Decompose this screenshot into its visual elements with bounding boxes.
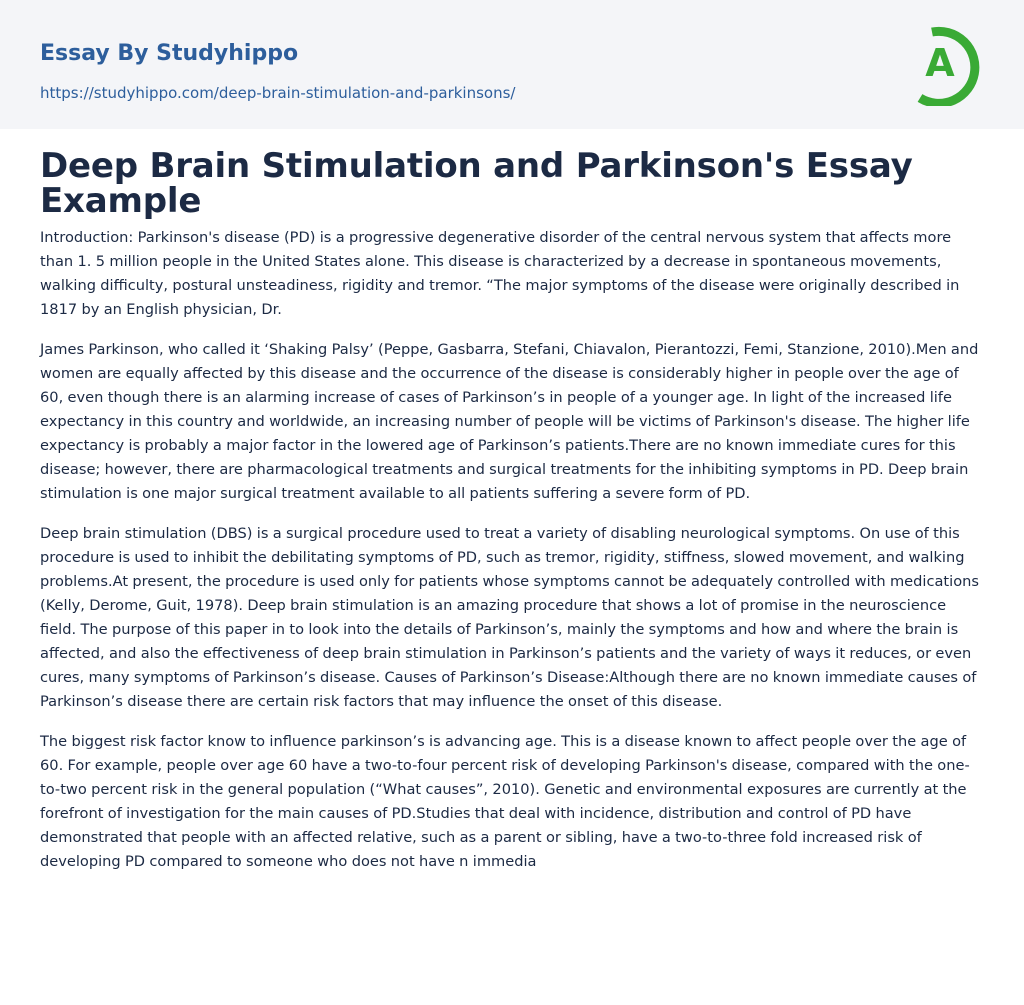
essay-paragraph: Introduction: Parkinson's disease (PD) is a progressive degenerative disorder of the central nervous system that affects more than 1. 5 million people in the United States alone. This disease is characterized by a decrease in spontaneous movements, walking difficulty, postural unsteadiness, rigidity and tremor. “The major symptoms of the disease were originally described in 1817 by an English physician, Dr.: [40, 229, 960, 318]
page-header: [0, 0, 1024, 129]
logo-letter: A: [925, 41, 955, 85]
essay-paragraph: The biggest risk factor know to influence parkinson’s is advancing age. This is a disease known to affect people over the age of 60. For example, people over age 60 have a two-to-four percent risk of developing Parkinson's disease, compared with the one-to-two percent risk in the general population (“What causes”, 2010). Genetic and environmental exposures are currently at the forefront of investigation for the main causes of PD.Studies that deal with incidence, distribution and control of PD have demonstrated that people with an affected relative, such as a parent or sibling, have a two-to-three fold increased risk of developing PD compared to someone who does not have n immedia: [40, 733, 970, 870]
site-brand[interactable]: Essay By Studyhippo: [40, 41, 299, 66]
essay-paragraph: James Parkinson, who called it ‘Shaking Palsy’ (Peppe, Gasbarra, Stefani, Chiavalon, Pierantozzi, Femi, Stanzione, 2010).Men and women are equally affected by this disease and the occurrence of the disease is considerably higher in people over the age of 60, even though there is an alarming increase of cases of Parkinson’s in people of a younger age. In light of the increased life expectancy in this country and worldwide, an increasing number of people will be victims of Parkinson's disease. The higher life expectancy is probably a major factor in the lowered age of Parkinson’s patients.There are no known immediate cures for this disease; however, there are pharmacological treatments and surgical treatments for the inhibiting symptoms in PD. Deep brain stimulation is one major surgical treatment available to all patients suffering a severe form of PD.: [40, 341, 979, 502]
studyhippo-logo-icon[interactable]: [910, 18, 988, 106]
essay-title: Deep Brain Stimulation and Parkinson's Essay Example: [40, 146, 913, 221]
source-url-link[interactable]: https://studyhippo.com/deep-brain-stimulation-and-parkinsons/: [40, 84, 516, 102]
essay-paragraph: Deep brain stimulation (DBS) is a surgical procedure used to treat a variety of disabling neurological symptoms. On use of this procedure is used to inhibit the debilitating symptoms of PD, such as tremor, rigidity, stiffness, slowed movement, and walking problems.At present, the procedure is used only for patients whose symptoms cannot be adequately controlled with medications (Kelly, Derome, Guit, 1978). Deep brain stimulation is an amazing procedure that shows a lot of promise in the neuroscience field. The purpose of this paper in to look into the details of Parkinson’s, mainly the symptoms and how and where the brain is affected, and also the effectiveness of deep brain stimulation in Parkinson’s patients and the variety of ways it reduces, or even cures, many symptoms of Parkinson’s disease. Causes of Parkinson’s Disease:Although there are no known immediate causes of Parkinson’s disease there are certain risk factors that may influence the onset of this disease.: [40, 525, 979, 710]
essay-content: [0, 146, 1024, 874]
